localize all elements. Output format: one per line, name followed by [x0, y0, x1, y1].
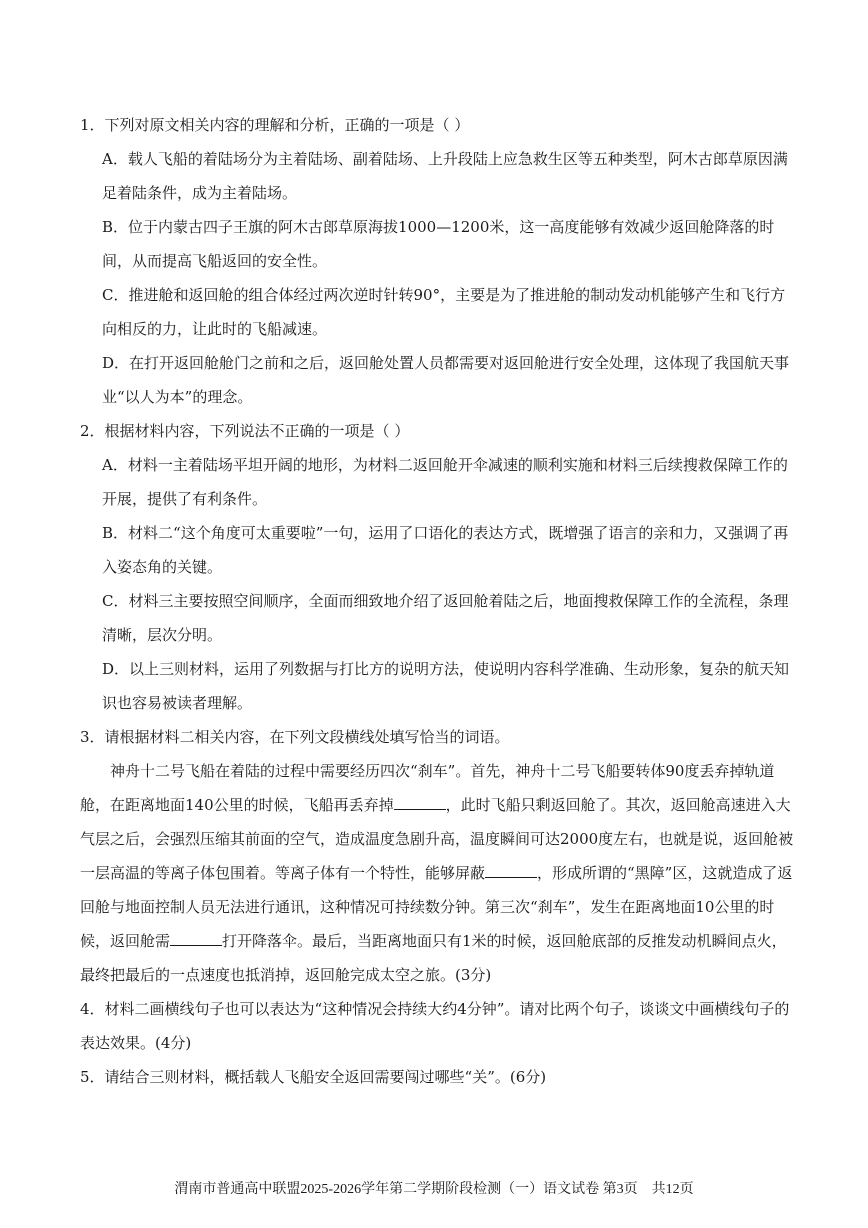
page-footer [0, 1178, 868, 1198]
question-2-stem: 2．根据材料内容，下列说法不正确的一项是（ ） [80, 422, 410, 440]
passage-part-2: ，此时飞船只剩返回舱了。其次，返回舱高速进入大气层之后，会强烈压缩其前面的空气，造成温度急剧升高，温度瞬间可达2000度左右，也就是说，返回舱被一层高温的等离子体包围着。等离子体有一个特性，能够屏蔽 [80, 796, 794, 882]
fill-blank-2[interactable] [485, 863, 537, 878]
passage-part-4: 打开降落伞。最后，当距离地面只有1米的时候，返回舱底部的反推发动机瞬间点火，最终把最后的一点速度也抵消掉，返回舱完成太空之旅。(3分) [80, 932, 787, 984]
fill-blank-1[interactable] [394, 795, 446, 810]
question-1-option-d: D．在打开返回舱舱门之前和之后，返回舱处置人员都需要对返回舱进行安全处理，这体现了我国航天事业“以人为本”的理念。 [102, 354, 790, 406]
passage-part-1: 神舟十二号飞船在着陆的过程中需要经历四次“刹车”。首先，神舟十二号飞船要转体90度丢弃掉轨道舱，在距离地面140公里的时候，飞船再丢弃掉 [80, 762, 775, 814]
question-2-option-c: C．材料三主要按照空间顺序，全面而细致地介绍了返回舱着陆之后，地面搜救保障工作的全流程，条理清晰，层次分明。 [102, 592, 789, 644]
fill-blank-3[interactable] [170, 931, 222, 946]
question-1-option-a: A．载人飞船的着陆场分为主着陆场、副着陆场、上升段陆上应急救生区等五种类型，阿木古郎草原因满足着陆条件，成为主着陆场。 [102, 150, 788, 202]
passage-part-3: ，形成所谓的“黑障”区，这就造成了返回舱与地面控制人员无法进行通讯，这种情况可持续数分钟。第三次“刹车”，发生在距离地面10公里的时候，返回舱需 [80, 864, 793, 950]
footer-title: 渭南市普通高中联盟2025-2026学年第二学期阶段检测（一）语文试卷 第3页 [174, 1182, 638, 1197]
question-2-option-d: D．以上三则材料，运用了列数据与打比方的说明方法，使说明内容科学准确、生动形象，复杂的航天知识也容易被读者理解。 [102, 660, 790, 712]
question-4-stem: 4．材料二画横线句子也可以表达为“这种情况会持续大约4分钟”。请对比两个句子，谈谈文中画横线句子的表达效果。(4分) [80, 1000, 790, 1052]
question-3-stem: 3．请根据材料二相关内容，在下列文段横线处填写恰当的词语。 [80, 728, 510, 746]
question-2-option-b: B．材料二“这个角度可太重要啦”一句，运用了口语化的表达方式，既增强了语言的亲和力，又强调了再入姿态角的关键。 [102, 524, 789, 576]
question-1-option-b: B．位于内蒙古四子王旗的阿木古郎草原海拔1000—1200米，这一高度能够有效减少返回舱降落的时间，从而提高飞船返回的安全性。 [102, 218, 775, 270]
question-3-passage [80, 754, 796, 992]
question-2-option-a: A．材料一主着陆场平坦开阔的地形，为材料二返回舱开伞减速的顺利实施和材料三后续搜救保障工作的开展，提供了有利条件。 [102, 456, 788, 508]
footer-total-pages: 共12页 [651, 1182, 694, 1197]
question-5-stem: 5．请结合三则材料，概括载人飞船安全返回需要闯过哪些“关”。(6分) [80, 1068, 547, 1086]
question-1-stem: 1．下列对原文相关内容的理解和分析，正确的一项是（ ） [80, 116, 470, 134]
question-1-option-c: C．推进舱和返回舱的组合体经过两次逆时针转90°，主要是为了推进舱的制动发动机能够产生和飞行方向相反的力，让此时的飞船减速。 [102, 286, 786, 338]
